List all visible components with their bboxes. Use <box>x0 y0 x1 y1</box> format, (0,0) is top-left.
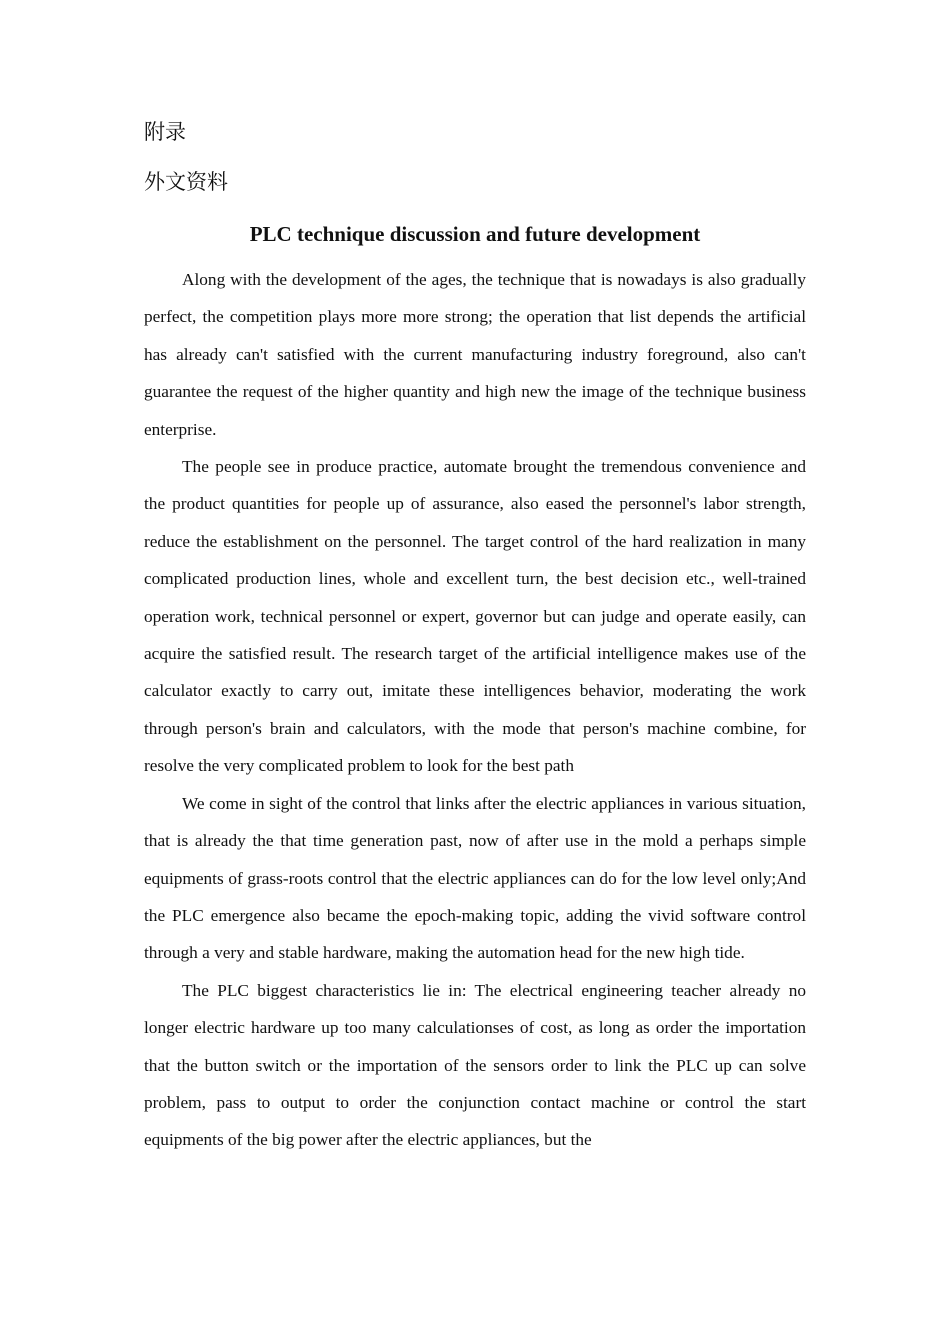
body-paragraph: We come in sight of the control that links after the electric appliances in various situation, that is already the that time generation past, now of after use in the mold a perhaps simple equipments of grass-roots control that the electric appliances can do for the low level only;And the PLC emergence also became the epoch-making topic, adding the vivid software control through a very and stable hardware, making the automation head for the new high tide. <box>144 793 806 963</box>
body-paragraph: The PLC biggest characteristics lie in: The electrical engineering teacher already no longer electric hardware up too many calculationses of cost, as long as order the importation that the button switch or the importation of the sensors order to link the PLC up can solve problem, pass to output to order the conjunction contact machine or control the start equipments of the big power after the electric appliances, but the <box>144 980 806 1150</box>
body-paragraph: Along with the development of the ages, the technique that is nowadays is also gradually perfect, the competition plays more more strong; the operation that list depends the artificial has already can't satisfied with the current manufacturing industry foreground, also can't guarantee the request of the higher quantity and high new the image of the technique business enterprise. <box>144 270 806 439</box>
body-paragraph: The people see in produce practice, automate brought the tremendous convenience and the product quantities for people up of assurance, also eased the personnel's labor strength, reduce the establishment on the personnel. The target control of the hard realization in many complicated production lines, whole and excellent turn, the best decision etc., well-trained operation work, technical personnel or expert, governor but can judge and operate easily, can acquire the satisfied result. The research target of the artificial intelligence makes use of the calculator exactly to carry out, imitate these intelligences behavior, moderating the work through person's brain and calculators, with the mode that person's machine combine, for resolve the very complicated problem to look for the best path <box>144 457 806 776</box>
appendix-heading: 附录 <box>144 120 186 144</box>
document-title: PLC technique discussion and future development <box>249 222 701 246</box>
document-page <box>144 116 806 1159</box>
foreign-material-heading: 外文资料 <box>144 170 228 194</box>
